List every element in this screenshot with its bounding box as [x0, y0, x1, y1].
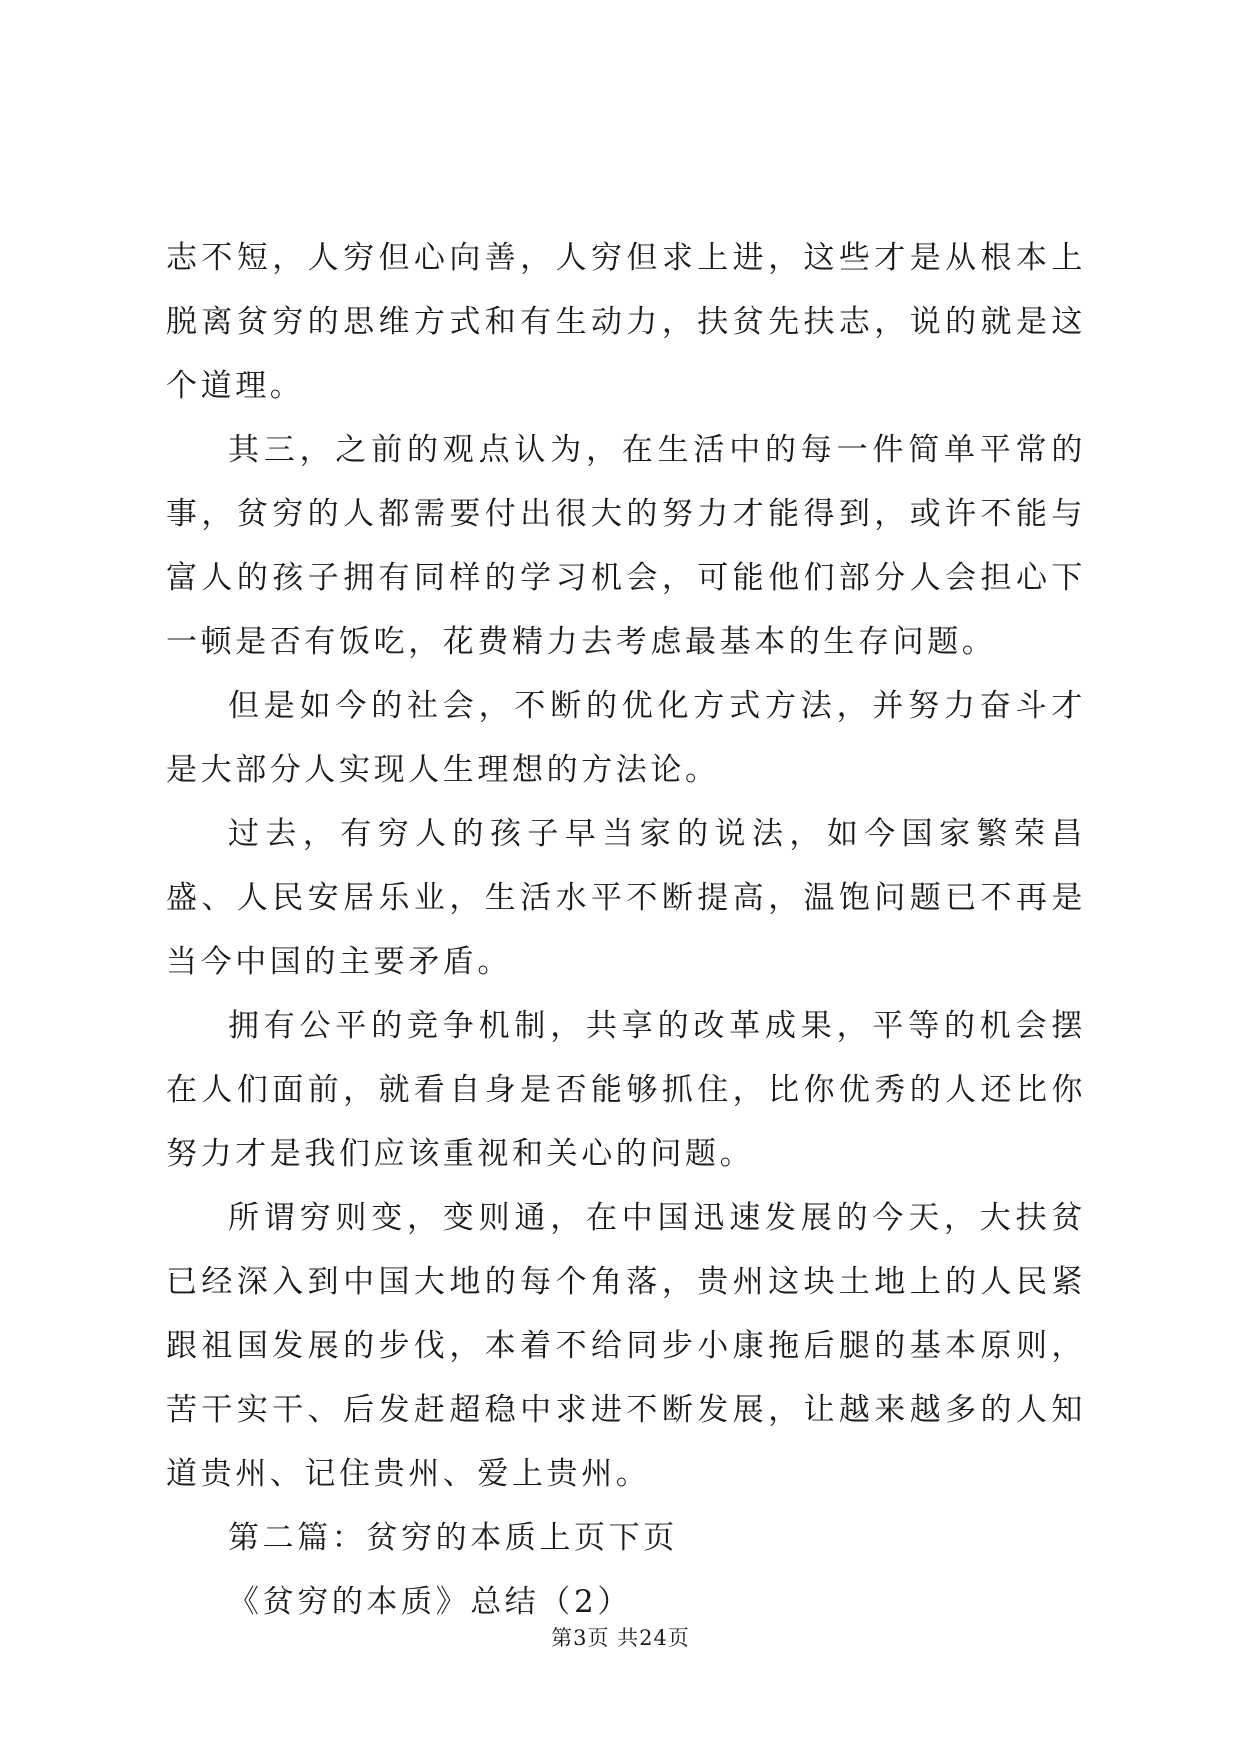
page-number-footer: 第3页 共24页	[551, 1626, 690, 1650]
section-subtitle-summary: 《贫穷的本质》总结（2）	[228, 1584, 632, 1620]
paragraph-modern-society: 但是如今的社会，不断的优化方式方法，并努力奋斗才是大部分人实现人生理想的方法论。	[166, 688, 1086, 788]
paragraph-guizhou: 所谓穷则变，变则通，在中国迅速发展的今天，大扶贫已经深入到中国大地的每个角落，贵州这块土地上的人民紧跟祖国发展的步伐，本着不给同步小康拖后腿的基本原则，苦干实干、后发赶超稳中求进不断发展，让越来越多的人知道贵州、记住贵州、爱上贵州。	[166, 1200, 1086, 1492]
paragraph-point-three: 其三，之前的观点认为，在生活中的每一件简单平常的事，贫穷的人都需要付出很大的努力才能得到，或许不能与富人的孩子拥有同样的学习机会，可能他们部分人会担心下一顿是否有饭吃，花费精力去考虑最基本的生存问题。	[166, 432, 1086, 660]
paragraph-past: 过去，有穷人的孩子早当家的说法，如今国家繁荣昌盛、人民安居乐业，生活水平不断提高，温饱问题已不再是当今中国的主要矛盾。	[166, 816, 1086, 980]
document-body	[166, 226, 1086, 1634]
section-heading-part-two: 第二篇：贫穷的本质上页下页	[228, 1520, 678, 1556]
paragraph-fair-competition: 拥有公平的竞争机制，共享的改革成果，平等的机会摆在人们面前，就看自身是否能够抓住，比你优秀的人还比你努力才是我们应该重视和关心的问题。	[166, 1008, 1086, 1172]
paragraph-continuation: 志不短，人穷但心向善，人穷但求上进，这些才是从根本上脱离贫穷的思维方式和有生动力，扶贫先扶志，说的就是这个道理。	[166, 240, 1086, 404]
